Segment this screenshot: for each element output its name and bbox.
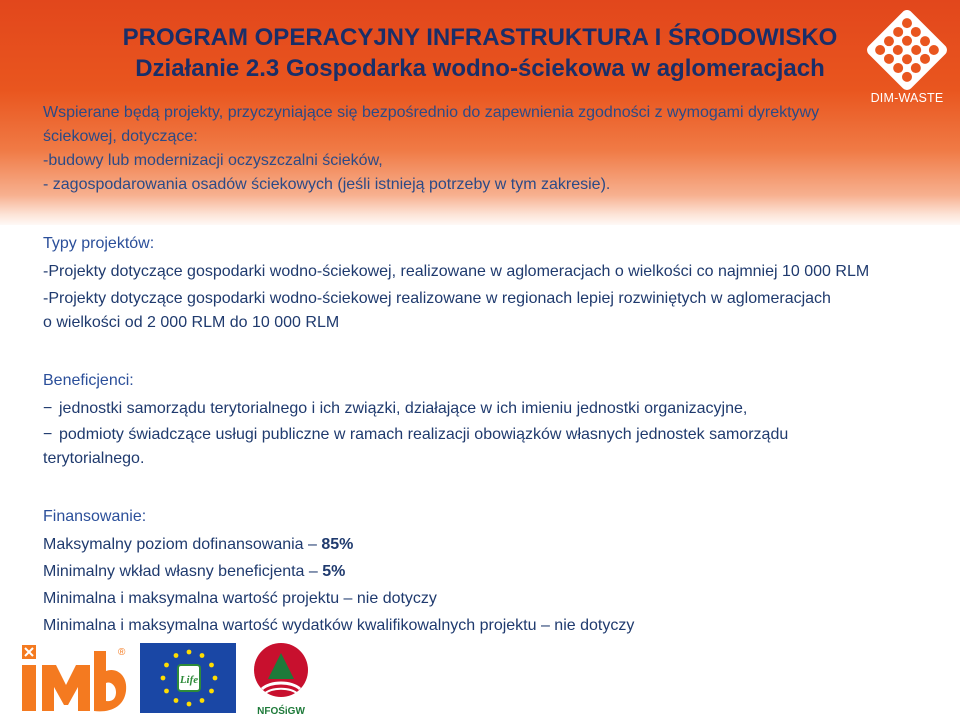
eu-star-icon [164,663,169,668]
beneficiaries-item-text: jednostki samorządu terytorialnego i ich związki, działające w ich imieniu jednostki organizacyjne, [59,400,748,417]
eu-star-icon [200,698,205,703]
financing-row [43,533,933,557]
page-title: PROGRAM OPERACYJNY INFRASTRUKTURA I ŚRODOWISKO [122,24,838,51]
financing-row [43,560,933,584]
nfosigw-logo [250,639,312,717]
eu-star-icon [187,650,192,655]
intro-line: -budowy lub modernizacji oczyszczalni ścieków, [43,152,383,169]
eu-star-icon [174,653,179,658]
eu-star-icon [209,689,214,694]
types-item: -Projekty dotyczące gospodarki wodno-ściekowej, realizowane w aglomeracjach o wielkości co najmniej 10 000 RLM [43,263,870,280]
eu-star-icon [174,698,179,703]
svg-text:®: ® [118,647,126,658]
intro-line: - zagospodarowania osadów ściekowych (jeśli istnieją potrzeby w tym zakresie). [43,176,611,193]
eu-star-icon [164,689,169,694]
dash-bullet: − [43,426,53,443]
financing-row: Minimalna i maksymalna wartość projektu – nie dotyczy [43,590,437,607]
financing-heading: Finansowanie: [43,508,147,525]
imb-logo [20,643,130,713]
footer-logos [0,635,960,717]
financing-value: 5% [322,563,346,580]
intro-line: ściekowej, dotyczące: [43,128,198,145]
financing-row: Minimalna i maksymalna wartość wydatków kwalifikowalnych projektu – nie dotyczy [43,617,635,634]
svg-text:NFOŚiGW: NFOŚiGW [257,706,305,717]
eu-life-logo [140,643,236,713]
eu-star-icon [187,702,192,707]
eu-star-icon [161,676,166,681]
dash-bullet: − [43,400,53,417]
intro-line: Wspierane będą projekty, przyczyniające się bezpośrednio do zapewnienia zgodności z wymogami dyrektywy [43,104,820,121]
dim-waste-label: DIM-WASTE [870,91,944,105]
eu-star-icon [209,663,214,668]
beneficiaries-heading: Beneficjenci: [43,372,134,389]
beneficiaries-item-continued: terytorialnego. [43,450,145,467]
main-content [43,232,933,638]
svg-text:Life: Life [179,674,199,686]
financing-label: Maksymalny poziom dofinansowania – [43,536,322,553]
beneficiaries-item-text: podmioty świadczące usługi publiczne w ramach realizacji obowiązków własnych jednostek samorządu [59,426,789,443]
eu-star-icon [213,676,218,681]
types-item-continued: o wielkości od 2 000 RLM do 10 000 RLM [43,314,340,331]
intro-text [43,101,873,197]
beneficiaries-item [43,397,933,421]
beneficiaries-item [43,423,933,447]
eu-star-icon [200,653,205,658]
financing-label: Minimalny wkład własny beneficjenta – [43,563,323,580]
types-heading: Typy projektów: [43,235,155,252]
types-item: -Projekty dotyczące gospodarki wodno-ściekowej realizowane w regionach lepiej rozwiniętych w aglomeracjach [43,290,831,307]
financing-value: 85% [321,536,354,553]
page-subtitle: Działanie 2.3 Gospodarka wodno-ściekowa w aglomeracjach [135,55,825,82]
